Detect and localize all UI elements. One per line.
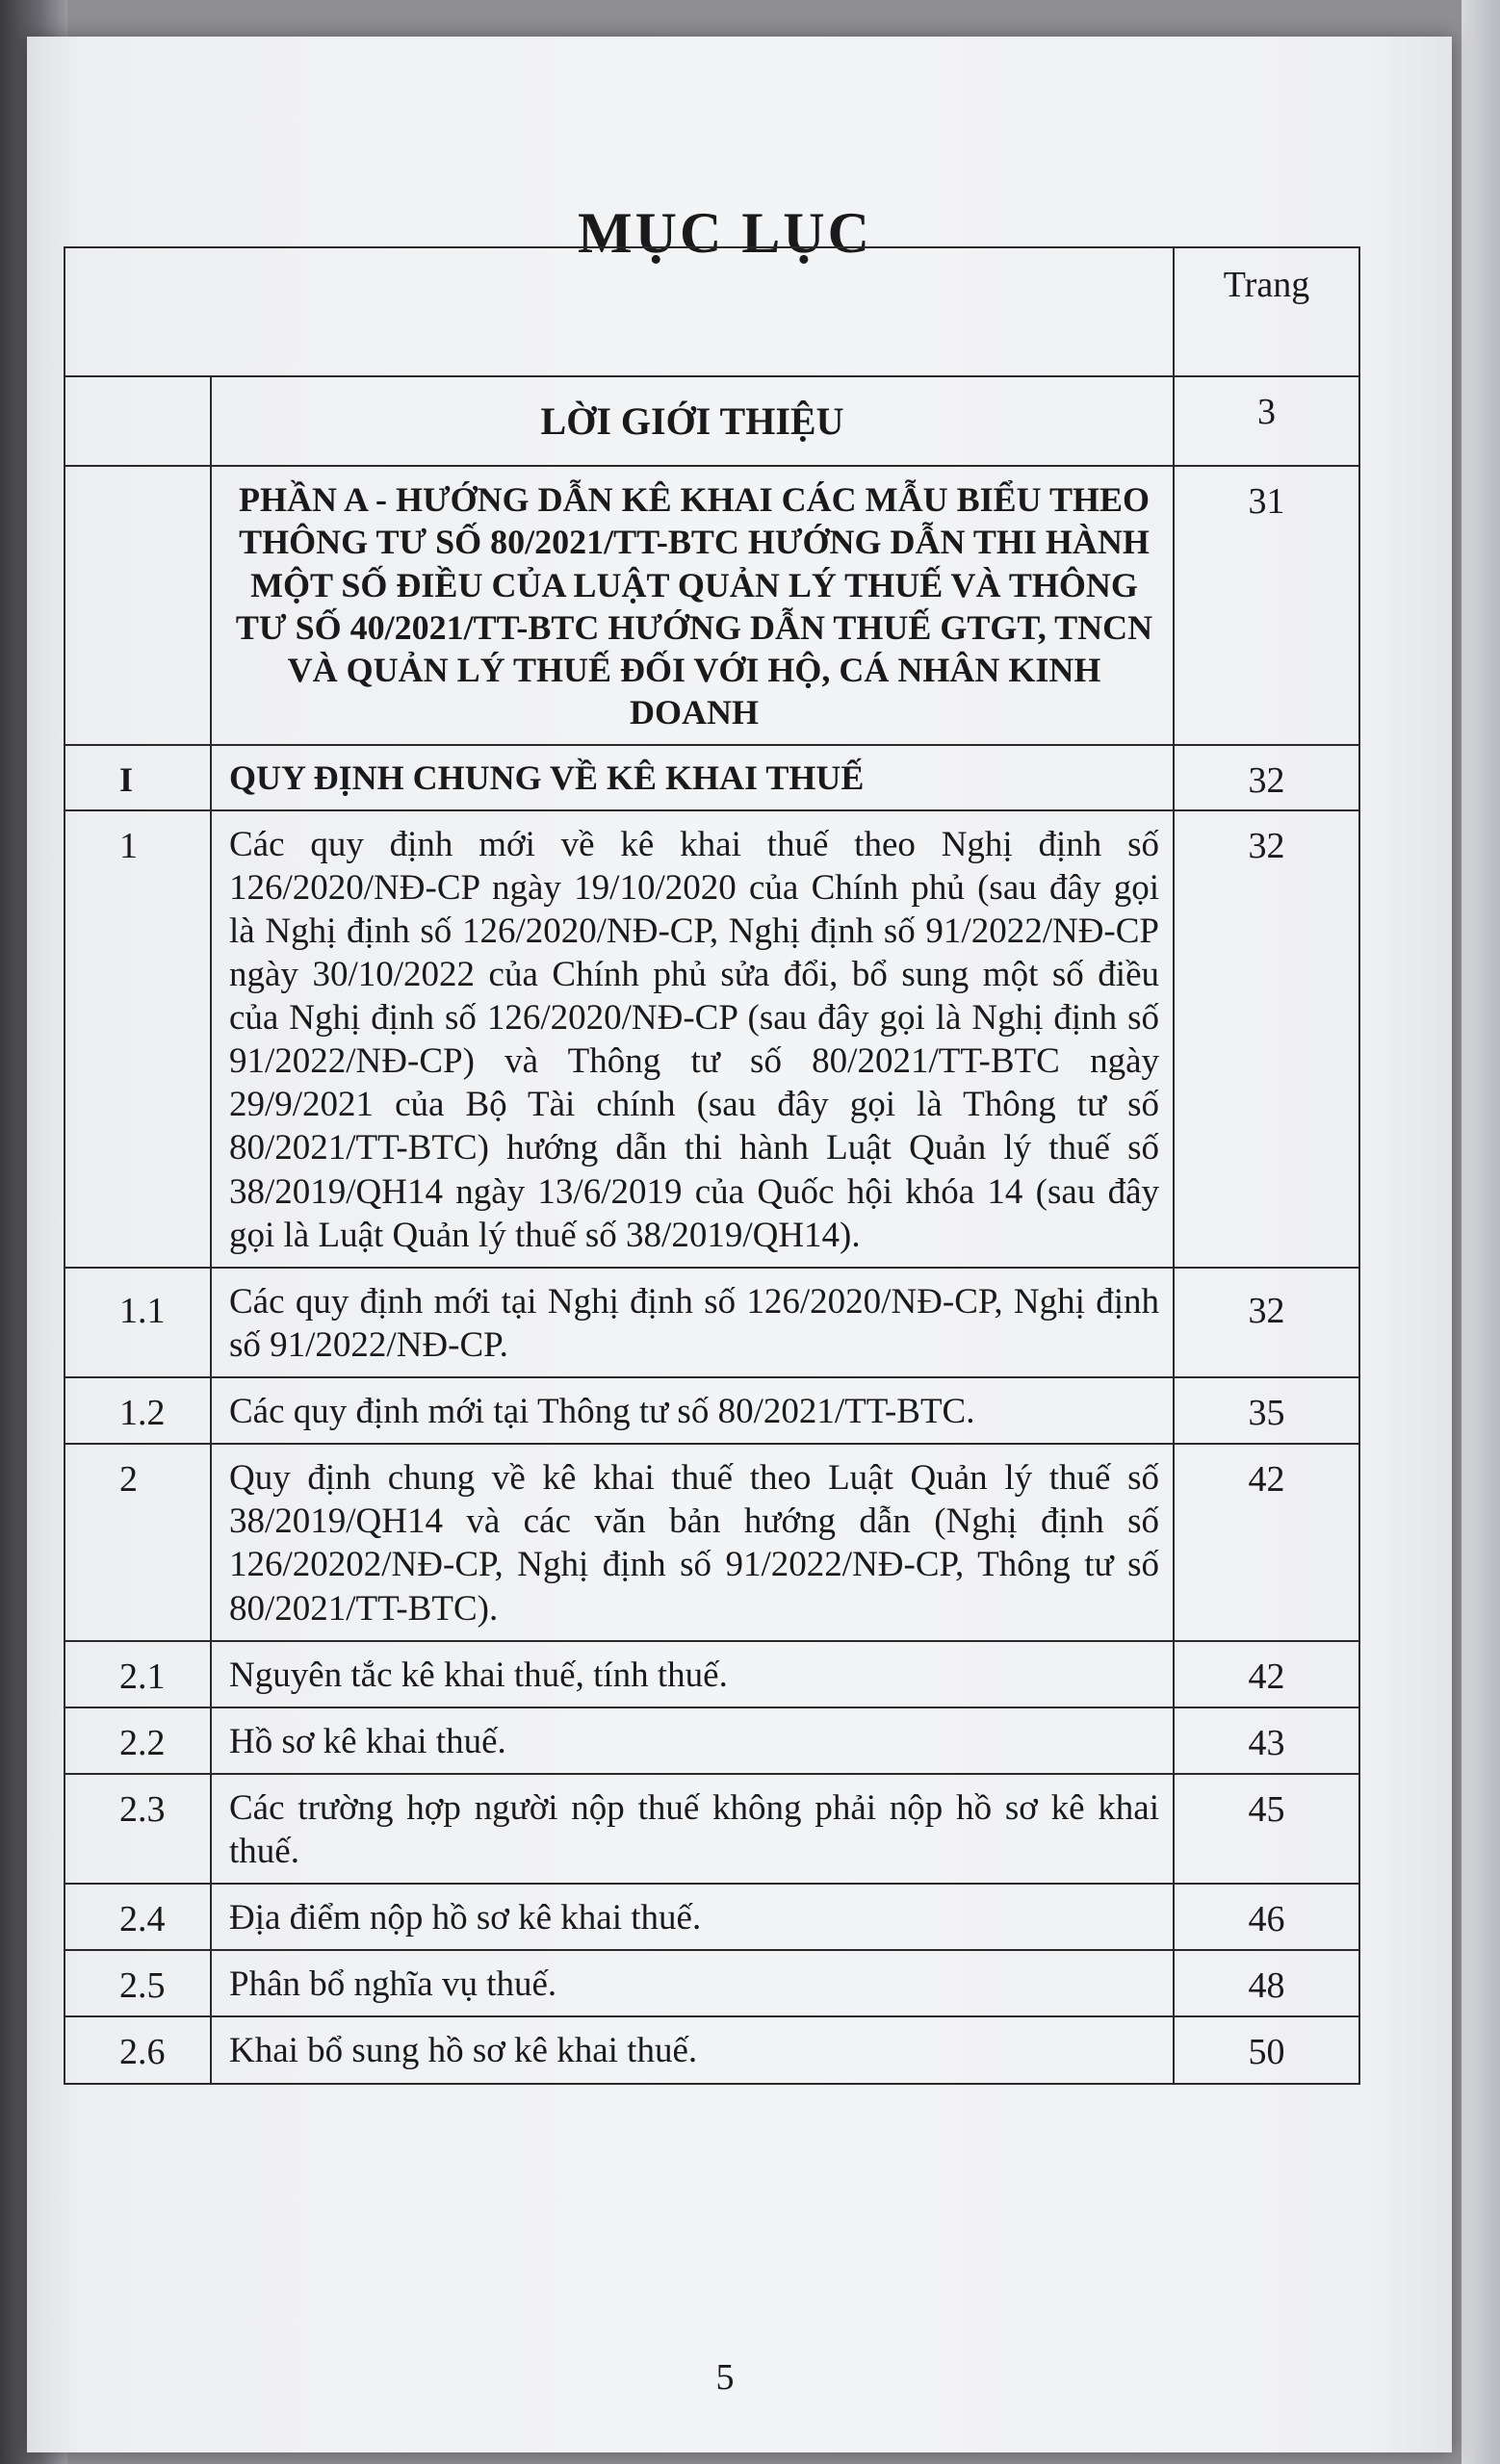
toc-row-page: 50 xyxy=(1174,2016,1359,2083)
intro-num-cell xyxy=(65,376,211,466)
table-of-contents xyxy=(64,246,1360,2085)
toc-row-page: 42 xyxy=(1174,1444,1359,1641)
toc-row-num: 2.6 xyxy=(65,2016,211,2083)
intro-title: LỜI GIỚI THIỆU xyxy=(211,376,1174,466)
toc-row-title: Các trường hợp người nộp thuế không phải nộp hồ sơ kê khai thuế. xyxy=(211,1774,1174,1884)
toc-row xyxy=(65,1641,1359,1707)
toc-row-num: I xyxy=(65,745,211,810)
toc-row-num: 2.2 xyxy=(65,1707,211,1774)
toc-row xyxy=(65,1774,1359,1884)
toc-row-page: 46 xyxy=(1174,1884,1359,1950)
toc-row-title: QUY ĐỊNH CHUNG VỀ KÊ KHAI THUẾ xyxy=(211,745,1174,810)
toc-row xyxy=(65,1444,1359,1641)
toc-row-page: 42 xyxy=(1174,1641,1359,1707)
toc-row-num: 2.3 xyxy=(65,1774,211,1884)
toc-row-title: Quy định chung về kê khai thuế theo Luật Quản lý thuế số 38/2019/QH14 và các văn bản hướng dẫn (Nghị định số 126/20202/NĐ-CP, Nghị định số 91/2022/NĐ-CP, Thông tư số 80/2021/TT-BTC). xyxy=(211,1444,1174,1641)
toc-row-title: Phân bổ nghĩa vụ thuế. xyxy=(211,1950,1174,2016)
toc-row-title: Địa điểm nộp hồ sơ kê khai thuế. xyxy=(211,1884,1174,1950)
toc-row-title: Các quy định mới tại Thông tư số 80/2021/TT-BTC. xyxy=(211,1377,1174,1444)
page-number: 5 xyxy=(715,2357,735,2398)
toc-row-title: Nguyên tắc kê khai thuế, tính thuế. xyxy=(211,1641,1174,1707)
book-page xyxy=(27,37,1452,2452)
toc-row-part-a xyxy=(65,466,1359,745)
part-a-page: 31 xyxy=(1174,466,1359,745)
page-title: MỤC LỤC xyxy=(578,201,872,265)
toc-row-page: 32 xyxy=(1174,1268,1359,1377)
toc-row-title: Hồ sơ kê khai thuế. xyxy=(211,1707,1174,1774)
toc-row-num: 2.1 xyxy=(65,1641,211,1707)
toc-row-title: Các quy định mới tại Nghị định số 126/2020/NĐ-CP, Nghị định số 91/2022/NĐ-CP. xyxy=(211,1268,1174,1377)
header-blank-cell xyxy=(65,247,1174,376)
toc-row-num: 2.4 xyxy=(65,1884,211,1950)
toc-row-page: 45 xyxy=(1174,1774,1359,1884)
toc-row-page: 43 xyxy=(1174,1707,1359,1774)
toc-row-num: 1 xyxy=(65,810,211,1268)
toc-header-row xyxy=(65,247,1359,376)
toc-row xyxy=(65,1268,1359,1377)
toc-row-page: 32 xyxy=(1174,810,1359,1268)
intro-page: 3 xyxy=(1174,376,1359,466)
toc-row-num: 1.1 xyxy=(65,1268,211,1377)
toc-row xyxy=(65,1950,1359,2016)
toc-row xyxy=(65,1707,1359,1774)
toc-row-title: Các quy định mới về kê khai thuế theo Nghị định số 126/2020/NĐ-CP ngày 19/10/2020 của Chính phủ (sau đây gọi là Nghị định số 126/2020/NĐ-CP, Nghị định số 91/2022/NĐ-CP ngày 30/10/2022 của Chính phủ sửa đổi, bổ sung một số điều của Nghị định số 126/2020/NĐ-CP (sau đây gọi là Nghị định số 91/2022/NĐ-CP) và Thông tư số 80/2021/TT-BTC ngày 29/9/2021 của Bộ Tài chính (sau đây gọi là Thông tư số 80/2021/TT-BTC) hướng dẫn thi hành Luật Quản lý thuế số 38/2019/QH14 ngày 13/6/2019 của Quốc hội khóa 14 (sau đây gọi là Luật Quản lý thuế số 38/2019/QH14). xyxy=(211,810,1174,1268)
toc-row xyxy=(65,810,1359,1268)
toc-row xyxy=(65,1377,1359,1444)
toc-row xyxy=(65,745,1359,810)
toc-row-page: 35 xyxy=(1174,1377,1359,1444)
toc-row-num: 2 xyxy=(65,1444,211,1641)
part-a-num-cell xyxy=(65,466,211,745)
page-column-header: Trang xyxy=(1174,247,1359,376)
toc-row xyxy=(65,1884,1359,1950)
background-page-edge xyxy=(1461,0,1500,2464)
toc-row-num: 2.5 xyxy=(65,1950,211,2016)
toc-row-num: 1.2 xyxy=(65,1377,211,1444)
toc-row-title: Khai bổ sung hồ sơ kê khai thuế. xyxy=(211,2016,1174,2083)
toc-row xyxy=(65,2016,1359,2083)
toc-row-page: 48 xyxy=(1174,1950,1359,2016)
part-a-title: PHẦN A - HƯỚNG DẪN KÊ KHAI CÁC MẪU BIỂU THEO THÔNG TƯ SỐ 80/2021/TT-BTC HƯỚNG DẪN THI HÀNH MỘT SỐ ĐIỀU CỦA LUẬT QUẢN LÝ THUẾ VÀ THÔNG TƯ SỐ 40/2021/TT-BTC HƯỚNG DẪN THUẾ GTGT, TNCN VÀ QUẢN LÝ THUẾ ĐỐI VỚI HỘ, CÁ NHÂN KINH DOANH xyxy=(211,466,1174,745)
toc-row-page: 32 xyxy=(1174,745,1359,810)
toc-row-intro xyxy=(65,376,1359,466)
